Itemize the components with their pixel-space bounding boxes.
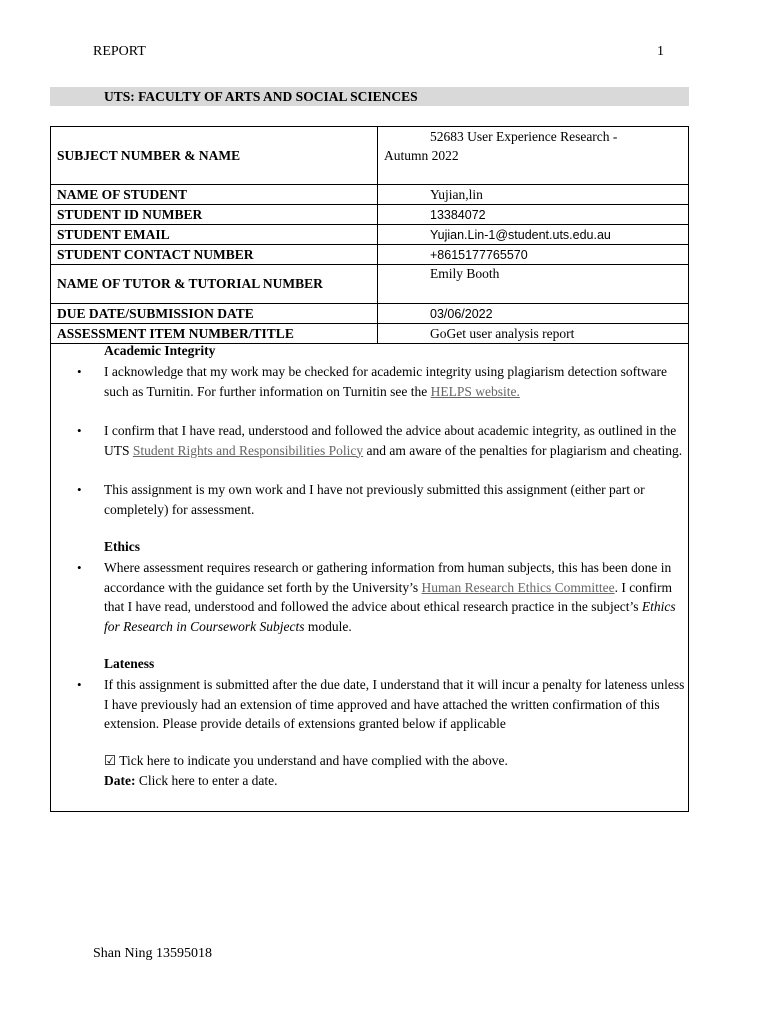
ethics-title: Ethics	[104, 539, 141, 554]
integrity-bullet-2-text-b: and am aware of the penalties for plagiarism and cheating.	[363, 442, 683, 458]
tutor-label: NAME OF TUTOR & TUTORIAL NUMBER	[51, 265, 378, 304]
student-contact-value: +8615177765570	[378, 245, 689, 265]
faculty-banner: UTS: FACULTY OF ARTS AND SOCIAL SCIENCES	[50, 87, 689, 106]
bullet-icon: •	[77, 482, 82, 497]
helps-website-link[interactable]: HELPS website.	[430, 383, 520, 399]
due-date-label: DUE DATE/SUBMISSION DATE	[51, 304, 378, 324]
date-row	[104, 773, 278, 789]
lateness-title: Lateness	[104, 656, 155, 671]
checkbox-checked-icon[interactable]: ☑	[104, 753, 117, 768]
assessment-label: ASSESSMENT ITEM NUMBER/TITLE	[51, 324, 378, 344]
ethics-text-c: module.	[304, 618, 352, 634]
integrity-bullet-2	[104, 421, 688, 460]
bullet-icon: •	[77, 423, 82, 438]
student-name-value: Yujian,lin	[378, 185, 689, 205]
student-email-label: STUDENT EMAIL	[51, 225, 378, 245]
bullet-icon: •	[77, 364, 82, 379]
student-id-value: 13384072	[378, 205, 689, 225]
integrity-bullet-2-text-a: I confirm that I have read, understood and followed the advice about academic integrity, as outlined in the UTS	[104, 423, 677, 458]
integrity-bullet-1	[104, 362, 688, 401]
compliance-tick-text: Tick here to indicate you understand and have complied with the above.	[116, 753, 508, 768]
compliance-tick-row	[104, 753, 508, 769]
bullet-icon: •	[77, 560, 82, 575]
bullet-icon: •	[77, 677, 82, 692]
cover-info-table	[50, 126, 689, 344]
lateness-paragraph: If this assignment is submitted after the due date, I understand that it will incur a penalty for lateness unless I have previously had an extension of time approved and have attached the written confirmation of this extension. Please provide details of extensions granted below if applicable	[104, 677, 685, 731]
page-number: 1	[657, 44, 664, 59]
subject-value	[378, 127, 689, 185]
due-date-value: 03/06/2022	[378, 304, 689, 324]
assessment-value: GoGet user analysis report	[378, 324, 689, 344]
ethics-module-name: Ethics for Research in Coursework Subjects	[104, 599, 676, 634]
subject-value-line2: Autumn 2022	[384, 148, 459, 163]
academic-integrity-title: Academic Integrity	[104, 343, 216, 358]
subject-value-line1: 52683 User Experience Research -	[430, 129, 618, 144]
subject-label: SUBJECT NUMBER & NAME	[51, 127, 378, 185]
date-label: Date:	[104, 773, 136, 788]
running-footer: Shan Ning 13595018	[93, 946, 212, 961]
declaration-box	[50, 343, 689, 812]
student-email-value: Yujian.Lin-1@student.uts.edu.au	[378, 225, 689, 245]
integrity-bullet-3: This assignment is my own work and I have not previously submitted this assignment (either part or completely) for assessment.	[104, 482, 645, 517]
student-rights-policy-link[interactable]: Student Rights and Responsibilities Policy	[132, 442, 364, 458]
student-id-label: STUDENT ID NUMBER	[51, 205, 378, 225]
date-field[interactable]: Click here to enter a date.	[135, 773, 278, 788]
ethics-text-b: . I confirm that I have read, understood and followed the advice about ethical research practice in the subject’s	[104, 579, 672, 614]
tutor-value: Emily Booth	[378, 265, 689, 304]
student-contact-label: STUDENT CONTACT NUMBER	[51, 245, 378, 265]
human-research-ethics-link[interactable]: Human Research Ethics Committee	[421, 579, 615, 595]
running-header: REPORT	[93, 44, 146, 59]
ethics-paragraph	[104, 558, 688, 636]
ethics-text-a: Where assessment requires research or gathering information from human subjects, this has been done in accordance with the guidance set forth by the University’s	[104, 560, 672, 595]
integrity-bullet-1-text: I acknowledge that my work may be checked for academic integrity using plagiarism detection software such as Turnitin. For further information on Turnitin see the	[104, 364, 668, 399]
student-name-label: NAME OF STUDENT	[51, 185, 378, 205]
